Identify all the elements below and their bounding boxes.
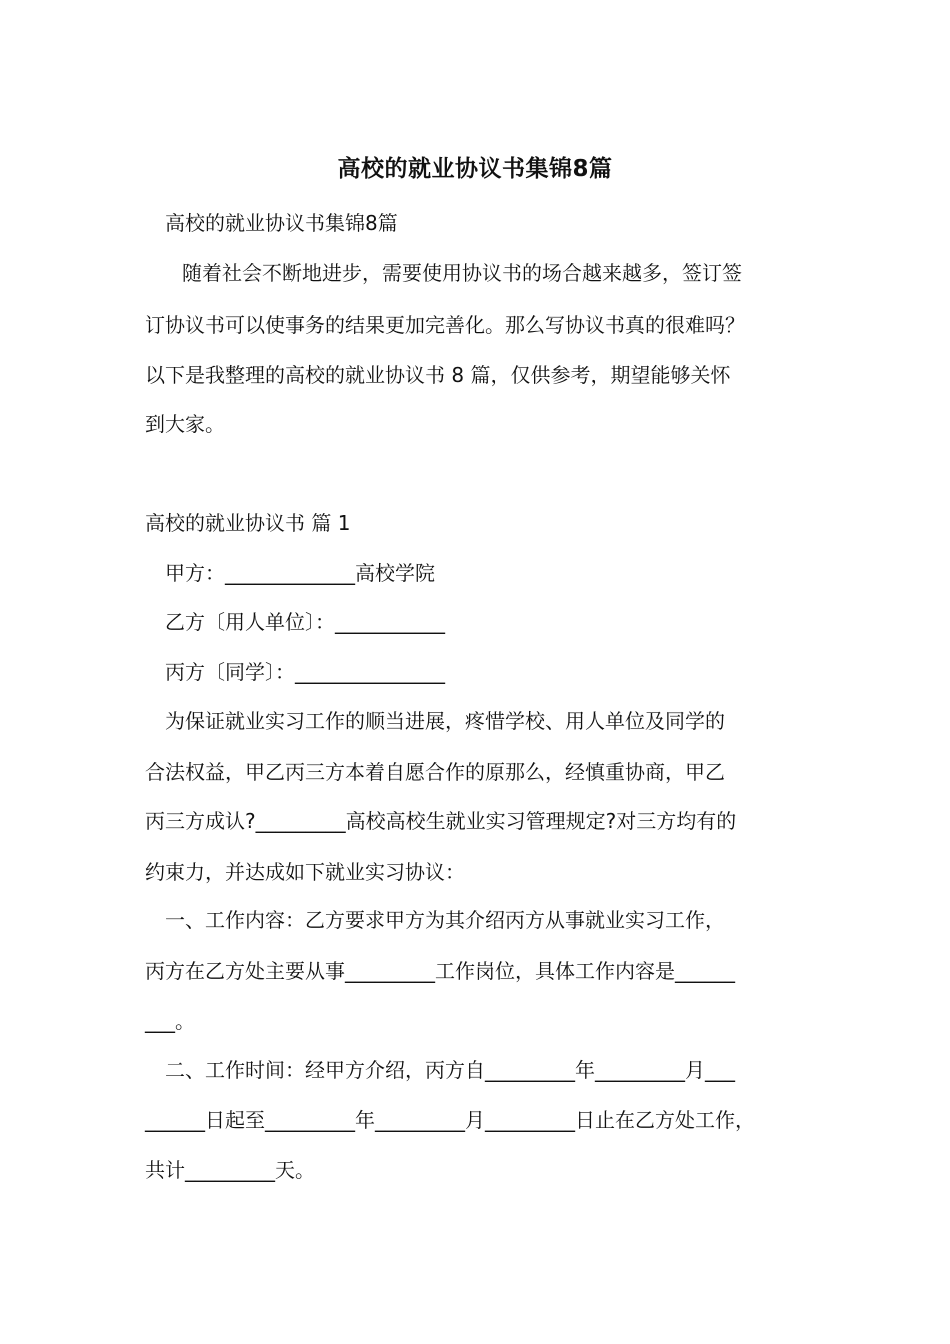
purpose-line-4: 约束力，并达成如下就业实习协议： xyxy=(145,860,465,884)
section-heading: 高校的就业协议书 篇 1 xyxy=(145,511,351,535)
purpose-line-3: 丙三方成认?_________高校高校生就业实习管理规定?对三方均有的 xyxy=(145,809,737,833)
party-a-line: 甲方：_____________高校学院 xyxy=(165,561,435,585)
party-c-line: 丙方〔同学〕：_______________ xyxy=(165,660,445,684)
clause-2-line-3: 共计_________天。 xyxy=(145,1158,315,1182)
intro-line-4: 到大家。 xyxy=(145,412,225,436)
purpose-line-1: 为保证就业实习工作的顺当进展，疼惜学校、用人单位及同学的 xyxy=(165,709,725,733)
clause-1-line-1: 一、工作内容：乙方要求甲方为其介绍丙方从事就业实习工作， xyxy=(165,908,725,932)
document-title: 高校的就业协议书集锦8篇 xyxy=(337,156,613,182)
document-subtitle: 高校的就业协议书集锦8篇 xyxy=(165,211,398,235)
clause-1-line-3: ___。 xyxy=(145,1009,195,1033)
intro-line-2: 订协议书可以使事务的结果更加完善化。那么写协议书真的很难吗？ xyxy=(145,313,745,337)
purpose-line-2: 合法权益，甲乙丙三方本着自愿合作的原那么，经慎重协商，甲乙 xyxy=(145,760,725,784)
intro-line-1: 随着社会不断地进步，需要使用协议书的场合越来越多，签订签 xyxy=(182,261,742,285)
clause-2-line-1: 二、工作时间：经甲方介绍，丙方自_________年_________月___ xyxy=(165,1058,735,1082)
intro-line-3: 以下是我整理的高校的就业协议书 8 篇，仅供参考，期望能够关怀 xyxy=(145,363,731,387)
clause-1-line-2: 丙方在乙方处主要从事_________工作岗位，具体工作内容是______ xyxy=(145,959,735,983)
clause-2-line-2: ______日起至_________年_________月_________日止在乙方处工作， xyxy=(145,1108,755,1132)
party-b-line: 乙方〔用人单位〕：___________ xyxy=(165,610,445,634)
